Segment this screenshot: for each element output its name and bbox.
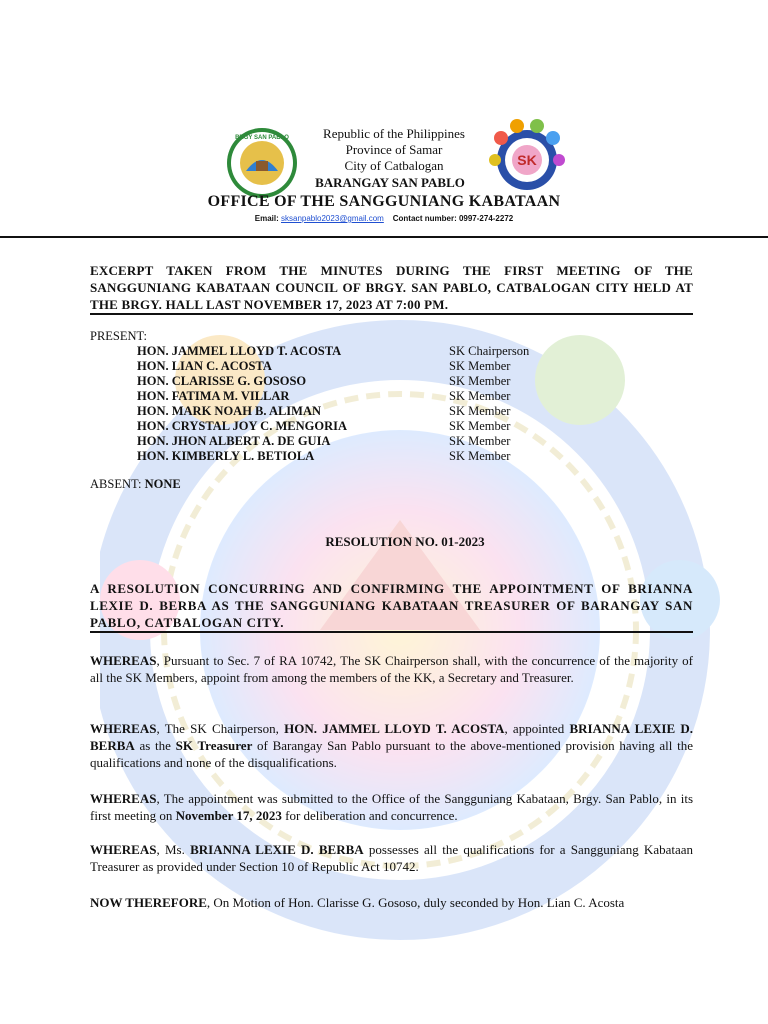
- contact-number: Contact number: 0997-274-2272: [392, 214, 514, 223]
- header-city: City of Catbalogan: [344, 158, 444, 173]
- header-province: Province of Samar: [345, 142, 443, 157]
- absent-line: [90, 477, 181, 492]
- member-position: SK Member: [449, 434, 511, 448]
- para-bold: SK Treasurer: [175, 738, 253, 753]
- member-position: SK Member: [449, 359, 511, 373]
- present-label: PRESENT:: [90, 329, 148, 343]
- whereas-paragraph-1: [90, 652, 693, 686]
- member-name: HON. KIMBERLY L. BETIOLA: [137, 449, 315, 463]
- member-position: SK Member: [449, 404, 511, 418]
- para-text: , appointed: [504, 721, 570, 736]
- resolution-underline: [90, 631, 693, 633]
- member-position: SK Chairperson: [449, 344, 530, 358]
- header-republic: Republic of the Philippines: [323, 126, 465, 141]
- resolution-number: RESOLUTION NO. 01-2023: [325, 534, 485, 549]
- para-text: , On Motion of Hon. Clarisse G. Gososo, duly seconded by Hon. Lian C. Acosta: [206, 895, 625, 910]
- list-item: [137, 374, 557, 389]
- para-text: as the: [134, 738, 176, 753]
- whereas-paragraph-3: [90, 790, 693, 824]
- member-position: SK Member: [449, 419, 511, 433]
- member-name: HON. CRYSTAL JOY C. MENGORIA: [137, 419, 347, 433]
- para-text: , The appointment was submitted to the Office of the Sangguniang Kabataan, Brgy. San Pablo, in its first meeting on: [90, 791, 693, 823]
- member-name: HON. JAMMEL LLOYD T. ACOSTA: [137, 344, 342, 358]
- member-position: SK Member: [449, 389, 511, 403]
- para-lead: WHEREAS: [90, 842, 157, 857]
- para-bold: BRIANNA LEXIE D. BERBA: [90, 721, 693, 753]
- member-name: HON. LIAN C. ACOSTA: [137, 359, 272, 373]
- list-item: [137, 359, 557, 374]
- para-lead: WHEREAS: [90, 791, 157, 806]
- list-item: [137, 404, 557, 419]
- member-name: HON. CLARISSE G. GOSOSO: [137, 374, 307, 388]
- whereas-paragraph-2: [90, 720, 693, 771]
- absent-label: ABSENT:: [90, 477, 142, 491]
- header-divider: [0, 236, 768, 238]
- header-office: OFFICE OF THE SANGGUNIANG KABATAAN: [207, 193, 561, 210]
- attendance-list: [137, 344, 557, 464]
- member-name: HON. MARK NOAH B. ALIMAN: [137, 404, 322, 418]
- para-text: for deliberation and concurrence.: [281, 808, 458, 823]
- absent-value: NONE: [144, 477, 181, 491]
- svg-text:SK: SK: [517, 152, 537, 168]
- para-lead: WHEREAS: [90, 653, 157, 668]
- email-label: Email:: [254, 214, 279, 223]
- email-link[interactable]: sksanpablo2023@gmail.com: [281, 214, 384, 223]
- para-lead: WHEREAS: [90, 721, 157, 736]
- excerpt-heading: EXCERPT TAKEN FROM THE MINUTES DURING THE FIRST MEETING OF THE SANGGUNIANG KABATAAN COUNCIL OF BRGY. SAN PABLO, CATBALOGAN CITY HELD AT THE BRGY. HALL LAST NOVEMBER 17, 2023 AT 7:00 PM.: [90, 263, 693, 312]
- header-barangay: BARANGAY SAN PABLO: [315, 175, 465, 190]
- para-text: , The SK Chairperson,: [156, 721, 285, 736]
- para-lead: NOW THEREFORE: [90, 895, 207, 910]
- para-text: , Pursuant to Sec. 7 of RA 10742, The SK Chairperson shall, with the concurrence of the majority of all the SK Members, appoint from among the members of the KK, a Secretary and Treasurer.: [90, 653, 693, 685]
- para-text: possesses all the qualifications for a Sangguniang Kabataan Treasurer as provided under Section 10 of Republic Act 10742.: [90, 842, 694, 874]
- list-item: [137, 419, 557, 434]
- member-position: SK Member: [449, 449, 511, 463]
- para-text: of Barangay San Pablo pursuant to the above-mentioned provision having all the qualifications and none of the disqualifications.: [90, 738, 693, 770]
- list-item: [137, 434, 557, 449]
- member-name: HON. FATIMA M. VILLAR: [137, 389, 290, 403]
- para-text: , Ms.: [156, 842, 191, 857]
- member-position: SK Member: [449, 374, 511, 388]
- whereas-paragraph-4: [90, 841, 693, 875]
- list-item: [137, 389, 557, 404]
- svg-text:BRGY SAN PABLO: BRGY SAN PABLO: [235, 135, 289, 141]
- excerpt-underline: [90, 313, 693, 315]
- list-item: [137, 449, 557, 464]
- list-item: [137, 344, 557, 359]
- resolution-title: A RESOLUTION CONCURRING AND CONFIRMING THE APPOINTMENT OF BRIANNA LEXIE D. BERBA AS THE SANGGUNIANG KABATAAN TREASURER OF BARANGAY SAN PABLO, CATBALOGAN CITY.: [90, 581, 693, 630]
- member-name: HON. JHON ALBERT A. DE GUIA: [137, 434, 331, 448]
- contact-line: [0, 214, 768, 223]
- now-therefore-paragraph: [90, 894, 693, 911]
- para-bold: November 17, 2023: [175, 808, 282, 823]
- para-bold: HON. JAMMEL LLOYD T. ACOSTA: [284, 721, 505, 736]
- para-bold: BRIANNA LEXIE D. BERBA: [190, 842, 364, 857]
